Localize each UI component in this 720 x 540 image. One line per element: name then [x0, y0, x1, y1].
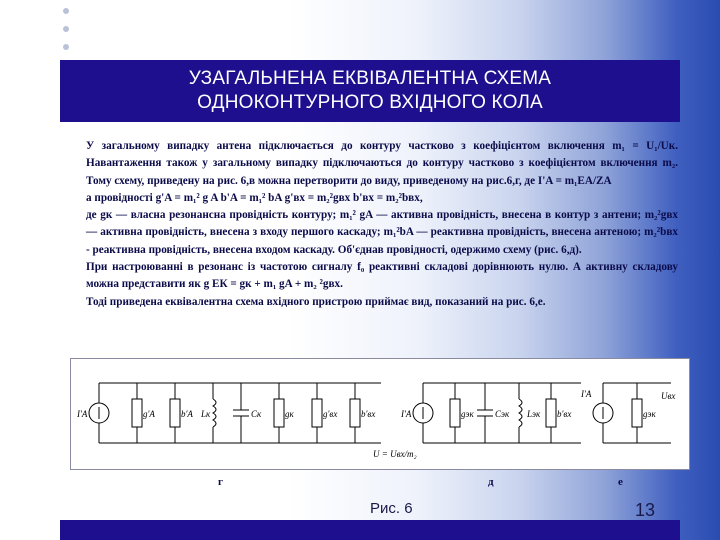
resistor-gek-e	[632, 399, 642, 427]
title-line-1: УЗАГАЛЬНЕНА ЕКВІВАЛЕНТНА СХЕМА	[188, 68, 552, 89]
label-cek: Cэк	[495, 409, 510, 419]
label-lk: Lк	[201, 409, 211, 419]
label-source-g: I'A	[77, 409, 88, 419]
figure-caption: Рис. 6	[370, 500, 413, 517]
title-line-2: ОДНОКОНТУРНОГО ВХІДНОГО КОЛА	[197, 92, 543, 113]
paragraph-5: Тоді приведена еквівалентна схема вхідного пристрою приймає вид, показаний на рис. 6,е.	[86, 295, 546, 308]
figure-label-d: д	[488, 476, 494, 488]
resistor-ga	[132, 399, 142, 427]
resistor-bvx	[350, 399, 360, 427]
slide-body	[86, 138, 678, 311]
resistor-gvx	[312, 399, 322, 427]
label-uvx: Uвх	[661, 391, 676, 401]
bottom-bar	[60, 520, 680, 540]
resistor-gek	[450, 399, 460, 427]
circuit-diagram	[71, 359, 691, 471]
label-lek: Lэк	[527, 409, 541, 419]
figure-label-e: е	[618, 476, 623, 488]
label-gek-e: gэк	[643, 409, 656, 419]
dot-2	[63, 26, 69, 32]
label-source-d: I'A	[401, 409, 412, 419]
slide-title-banner	[60, 60, 680, 122]
decorative-dots	[61, 8, 71, 62]
dot-1	[63, 8, 69, 14]
paragraph-4: При настроюванні в резонанс із частотою сигналу f₀ реактивні складові дорівнюють нулю. А активну складову можна представити як g ЕК = gк + m₁ gA + m₂ ²gвх.	[86, 261, 678, 291]
page-number: 13	[635, 500, 656, 520]
figure-label-g: г	[218, 476, 223, 488]
resistor-bvx-d	[546, 399, 556, 427]
label-bvx-d: b'вх	[557, 409, 572, 419]
label-gek: gэк	[461, 409, 474, 419]
label-ck: Cк	[251, 409, 262, 419]
label-u-formula: U = Uвх/m₂	[373, 449, 417, 459]
inductor-lk	[213, 399, 216, 427]
label-ba: b'A	[181, 409, 193, 419]
dot-3	[63, 44, 69, 50]
label-gk: gк	[285, 409, 294, 419]
paragraph-3: де gк — власна резонансна провідність контуру; m₁² gA — активна провідність, внесена в контур з антени; m₂²gвх — активна провідність, внесена з входу першого каскаду; m₁²bA — реактивна провідність, внесена антеною; m₂²bвх - реактивна провідність, внесена входом каскаду. Об'єднав провідності, одержимо схему (рис. 6,д).	[86, 209, 678, 256]
label-bvx: b'вх	[361, 409, 376, 419]
paragraph-1: У загальному випадку антена підключається до контуру частково з коефіцієнтом включення m₁ = U₁/Uк. Навантаження також у загальному випадку підключаються до контуру частково з коефіцієнтом включення m₂. Тому схему, приведену на рис. 6,в можна перетворити до виду, приведеному на рис.6,г, де I'A = m₁EA/ZA	[86, 140, 678, 187]
resistor-gk	[274, 399, 284, 427]
inductor-lek	[519, 399, 522, 427]
resistor-ba	[170, 399, 180, 427]
label-source-e: I'A	[581, 389, 592, 399]
circuit-figure	[70, 358, 690, 470]
paragraph-2: а провідності g'A = m₁² g A b'A = m₁² bA g'вх = m₂²gвх b'вх = m₂²bвх,	[86, 191, 423, 204]
label-gvx: g'вх	[323, 409, 338, 419]
label-ga: g'A	[143, 409, 155, 419]
